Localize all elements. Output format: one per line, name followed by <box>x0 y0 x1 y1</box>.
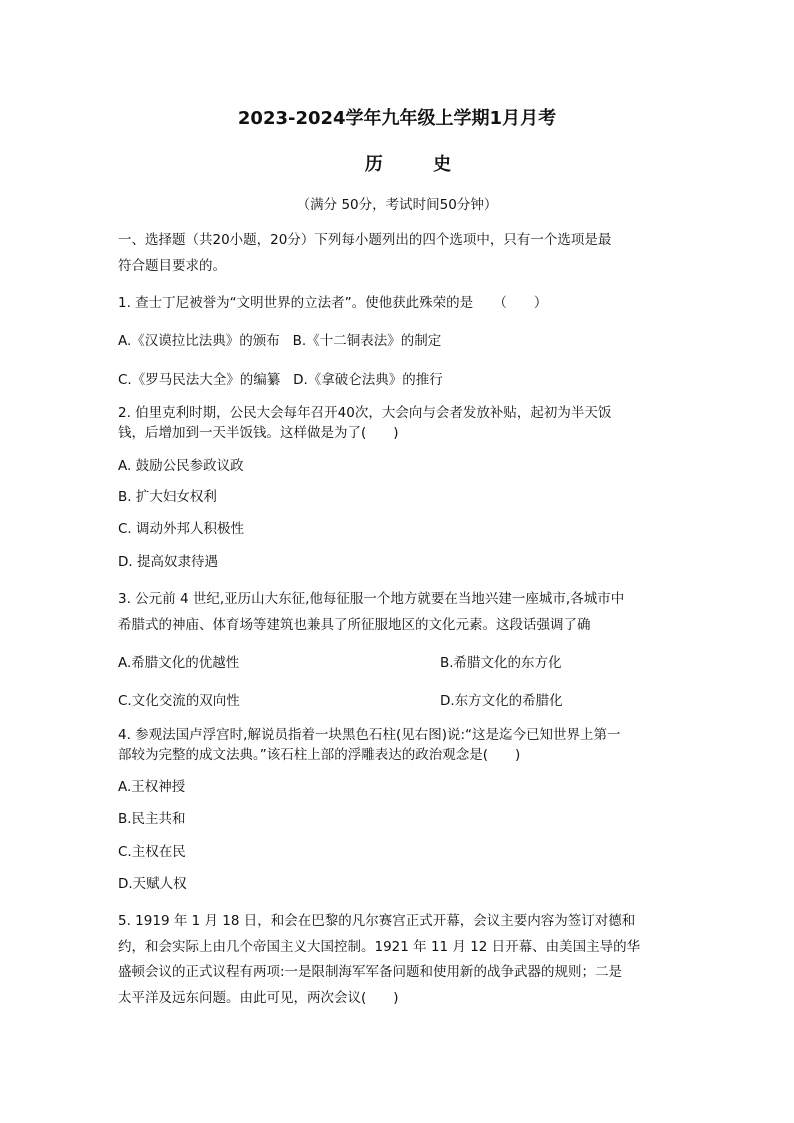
q3-option-row2 <box>118 692 563 710</box>
q2-option-a: A. 鼓励公民参政议政 <box>118 458 244 474</box>
q1-option-a: A.《汉谟拉比法典》的颁布 <box>118 333 280 349</box>
q2-option-d: D. 提高奴隶待遇 <box>118 554 218 570</box>
q1-option-d: D.《拿破仑法典》的推行 <box>293 372 443 388</box>
exam-note: （满分 50分，考试时间50分钟） <box>296 197 498 213</box>
subject-title: 历 史 <box>364 154 474 175</box>
q5-stem-line2: 约，和会实际上由几个帝国主义大国控制。1921 年 11 月 12 日开幕、由美国主导的华 <box>118 939 641 955</box>
q1-option-row1 <box>118 332 441 350</box>
q1-option-row2 <box>118 371 443 389</box>
q2-option-c: C. 调动外邦人积极性 <box>118 521 245 537</box>
q4-option-d: D.天赋人权 <box>118 876 187 892</box>
section-instruction-line1: 一、选择题（共20小题，20分）下列每小题列出的四个选项中，只有一个选项是最 <box>118 232 612 248</box>
q5-stem-line3: 盛顿会议的正式议程有两项:一是限制海军军备问题和使用新的战争武器的规则；二是 <box>118 964 623 980</box>
q1-option-c: C.《罗马民法大全》的编纂 <box>118 372 281 388</box>
q4-option-a: A.王权神授 <box>118 779 186 795</box>
q3-option-a: A.希腊文化的优越性 <box>118 655 240 671</box>
q3-option-d: D.东方文化的希腊化 <box>440 693 563 709</box>
q2-stem-line1: 2. 伯里克利时期，公民大会每年召开40次，大会向与会者发放补贴，起初为半天饭 <box>118 405 612 421</box>
q4-option-c: C.主权在民 <box>118 844 186 860</box>
q3-option-b: B.希腊文化的东方化 <box>440 655 562 671</box>
q1-stem: 1. 查士丁尼被誉为“文明世界的立法者”。使他获此殊荣的是 （ ） <box>118 295 548 311</box>
q1-option-b: B.《十二铜表法》的制定 <box>292 333 442 349</box>
q4-option-b: B.民主共和 <box>118 811 186 827</box>
q3-stem-line2: 希腊式的神庙、体育场等建筑也兼具了所征服地区的文化元素。这段话强调了确 <box>118 617 591 633</box>
q5-stem-line4: 太平洋及远东问题。由此可见，两次会议( ) <box>118 990 399 1006</box>
q4-stem-line2: 部较为完整的成文法典。”该石柱上部的浮雕表达的政治观念是( ) <box>118 747 521 763</box>
section-instruction-line2: 符合题目要求的。 <box>118 258 226 274</box>
q3-option-row1 <box>118 654 562 672</box>
q4-stem-line1: 4. 参观法国卢浮宫时,解说员指着一块黑色石柱(见右图)说:“这是迄今已知世界上第一 <box>118 727 621 743</box>
q2-stem-line2: 钱，后增加到一天半饭钱。这样做是为了( ) <box>118 425 399 441</box>
q5-stem-line1: 5. 1919 年 1 月 18 日，和会在巴黎的凡尔赛宫正式开幕，会议主要内容为签订对德和 <box>118 913 636 929</box>
q3-option-c: C.文化交流的双向性 <box>118 693 240 709</box>
q2-option-b: B. 扩大妇女权利 <box>118 489 217 505</box>
q3-stem-line1: 3. 公元前 4 世纪,亚历山大东征,他每征服一个地方就要在当地兴建一座城市,各城市中 <box>118 591 625 607</box>
exam-title: 2023-2024学年九年级上学期1月月考 <box>237 108 557 129</box>
